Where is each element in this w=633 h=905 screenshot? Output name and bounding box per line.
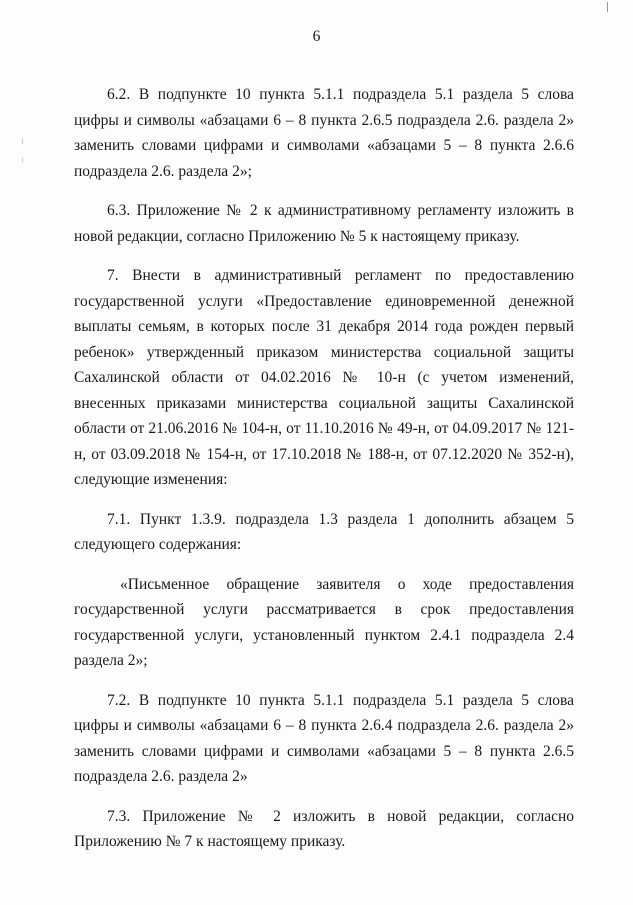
paragraph-7-2: 7.2. В подпункте 10 пункта 5.1.1 подраздела 5.1 раздела 5 слова цифры и символы «абзацами 6 – 8 пункта 2.6.4 подраздела 2.6. раздела 2» заменить словами цифрами и символами «абзацами 5 – 8 пункта 2.6.5 подраздела 2.6. раздела 2» [74,691,574,785]
scan-artifact [22,138,23,144]
scan-artifact [607,2,608,12]
paragraph-7-3: 7.3. Приложение № 2 изложить в новой редакции, согласно Приложению № 7 к настоящему приказу. [74,807,574,850]
page-number: 6 [312,28,321,45]
paragraph-6-2: 6.2. В подпункте 10 пункта 5.1.1 подраздела 5.1 раздела 5 слова цифры и символы «абзацами 6 – 8 пункта 2.6.5 подраздела 2.6. раздела 2» заменить словами цифрами и символами «абзацами 5 – 8 пункта 2.6.6 подраздела 2.6. раздела 2»; [74,86,574,180]
paragraph-6-3: 6.3. Приложение № 2 к административному регламенту изложить в новой редакции, согласно Приложению № 5 к настоящему приказу. [74,202,574,245]
document-body [74,82,574,869]
paragraph-quote: «Письменное обращение заявителя о ходе предоставления государственной услуги рассматривается в срок предоставления государственной услуги, установленный пунктом 2.4.1 подраздела 2.4 раздела 2»; [74,575,574,669]
paragraph-7: 7. Внести в административный регламент по предоставлению государственной услуги «Предоставление единовременной денежной выплаты семьям, в которых после 31 декабря 2014 года рожден первый ребенок» утвержденный приказом министерства социальной защиты Сахалинской области от 04.02.2016 № 10-н (с учетом изменений, внесенных приказами министерства социальной защиты Сахалинской области от 21.06.2016 № 104-н, от 11.10.2016 № 49-н, от 04.09.2017 № 121-н, от 03.09.2018 № 154-н, от 17.10.2018 № 188-н, от 07.12.2020 № 352-н), следующие изменения: [74,267,574,488]
scan-artifact [22,158,23,162]
paragraph-7-1: 7.1. Пункт 1.3.9. подраздела 1.3 раздела 1 дополнить абзацем 5 следующего содержания: [74,510,574,553]
